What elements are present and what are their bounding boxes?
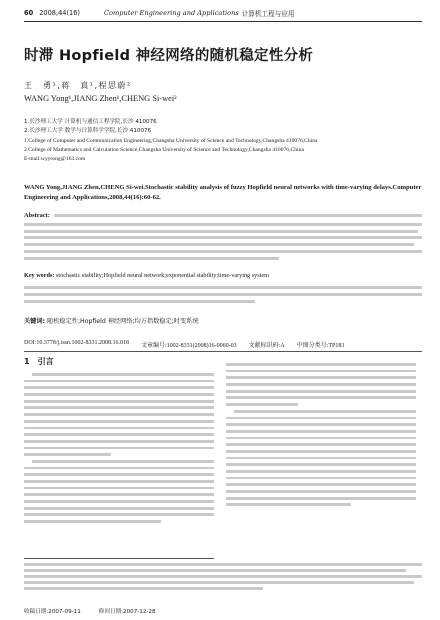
contact-email: E-mail:wyyrong@163.com xyxy=(24,156,86,162)
text-line xyxy=(226,376,416,379)
text-line xyxy=(24,507,214,510)
article-meta xyxy=(24,340,422,349)
text-line xyxy=(24,386,214,389)
keywords-cn-text: 随机稳定性;Hopfield 神经网络;均方指数稳定;时变系统 xyxy=(47,318,199,325)
text-line xyxy=(226,383,416,386)
text-line xyxy=(226,437,416,440)
affiliation-1-en: 1.College of Computer and Communication Engineering,Changsha University of Science and Technology,Changsha 410076,China xyxy=(24,138,318,144)
keywords-en xyxy=(24,272,422,281)
keywords-cn xyxy=(24,318,422,327)
text-line xyxy=(24,575,422,578)
text-line xyxy=(24,243,414,246)
text-line xyxy=(24,393,214,396)
text-line xyxy=(24,487,214,490)
text-line xyxy=(226,470,416,473)
text-line xyxy=(24,427,214,430)
text-line xyxy=(24,413,214,416)
text-line xyxy=(226,463,416,466)
abstract-label: Abstract: xyxy=(24,212,50,219)
keywords-en-text: stochastic stability;Hopfield neural network;exponential stability;time-varying system xyxy=(55,272,269,279)
affiliation-2-en: 2.College of Mathematics and Calculation Science,Changsha University of Science and Technology,Changsha 410076,China xyxy=(24,147,304,153)
text-line xyxy=(24,493,214,496)
body-column-right xyxy=(226,363,416,510)
text-line xyxy=(226,396,416,399)
text-line xyxy=(226,477,416,480)
document-code: 文献标识码:A xyxy=(248,343,285,349)
text-line xyxy=(24,380,214,383)
text-line xyxy=(24,223,422,226)
footnote-divider xyxy=(24,558,214,559)
text-line xyxy=(226,363,416,366)
clc-number: 中图分类号:TP183 xyxy=(296,343,345,349)
text-line xyxy=(226,490,416,493)
text-line xyxy=(24,257,279,260)
text-line xyxy=(24,447,214,450)
text-line xyxy=(226,430,416,433)
doi: DOI:10.3778/j.issn.1002-8331.2008.16.018 xyxy=(24,340,129,346)
text-line xyxy=(24,581,414,584)
article-number: 文章编号:1002-8331(2008)16-0060-03 xyxy=(141,343,237,349)
text-line xyxy=(24,453,111,456)
text-line xyxy=(24,500,214,503)
text-line xyxy=(32,373,214,376)
paper-title: 时滞 Hopfield 神经网络的随机稳定性分析 xyxy=(24,48,314,64)
submission-dates xyxy=(24,607,156,615)
text-line xyxy=(24,420,214,423)
text-line xyxy=(24,230,418,233)
text-line xyxy=(24,236,422,239)
revised-date: 修回日期:2007-12-28 xyxy=(98,609,156,615)
keywords-label-cn: 关键词: xyxy=(24,318,46,325)
text-line xyxy=(226,483,416,486)
text-line xyxy=(24,293,422,296)
text-line xyxy=(226,423,416,426)
authors-en: WANG Yong¹,JIANG Zhen¹,CHENG Si-wei² xyxy=(24,94,177,103)
text-line xyxy=(226,503,351,506)
body-column-left xyxy=(24,356,214,527)
text-line xyxy=(226,443,416,446)
text-line xyxy=(24,433,214,436)
keywords-label-en: Key words: xyxy=(24,272,55,279)
text-line xyxy=(24,569,406,572)
meta-divider xyxy=(24,351,422,352)
footnotes xyxy=(24,563,422,593)
text-line xyxy=(32,460,214,463)
text-line xyxy=(24,406,214,409)
abstract-cn xyxy=(24,286,422,306)
authors-cn: 王 勇¹,蒋 真¹,程思蔚² xyxy=(24,81,132,90)
citation: WANG Yong,JIANG Zhen,CHENG Si-wei.Stochastic stability analysis of fuzzy Hopfield neural networks with time-varying delays.Computer Engineering and Applications,2008,44(16):60-62. xyxy=(24,184,422,201)
running-header xyxy=(24,8,422,22)
text-line xyxy=(24,467,214,470)
section-heading-introduction: 1 引言 xyxy=(24,357,54,366)
text-line xyxy=(24,473,214,476)
text-line xyxy=(226,457,416,460)
text-line xyxy=(24,587,263,590)
text-line xyxy=(226,417,416,420)
text-line xyxy=(24,300,255,303)
text-line xyxy=(24,440,214,443)
text-line xyxy=(226,370,416,373)
text-line xyxy=(24,250,422,253)
affiliation-1-cn: 1.长沙理工大学 计算机与通信工程学院,长沙 410076 xyxy=(24,119,157,125)
text-line xyxy=(54,214,422,217)
abstract-en xyxy=(24,212,422,264)
affiliation-2-cn: 2.长沙理工大学 数学与计算科学学院,长沙 410076 xyxy=(24,128,152,134)
text-line xyxy=(226,403,298,406)
received-date: 收稿日期:2007-09-11 xyxy=(24,609,81,615)
text-line xyxy=(226,450,416,453)
issue-info: 2008,44(16) xyxy=(39,9,80,17)
page-number: 60 xyxy=(24,9,34,17)
text-line xyxy=(24,563,422,566)
journal-name-en: Computer Engineering and Applications xyxy=(104,9,239,17)
text-line xyxy=(24,400,214,403)
text-line xyxy=(24,513,214,516)
text-line xyxy=(226,497,416,500)
text-line xyxy=(234,410,416,413)
text-line xyxy=(24,286,422,289)
text-line xyxy=(24,480,214,483)
text-line xyxy=(226,390,416,393)
journal-name-cn: 计算机工程与应用 xyxy=(241,10,295,18)
text-line xyxy=(24,520,161,523)
